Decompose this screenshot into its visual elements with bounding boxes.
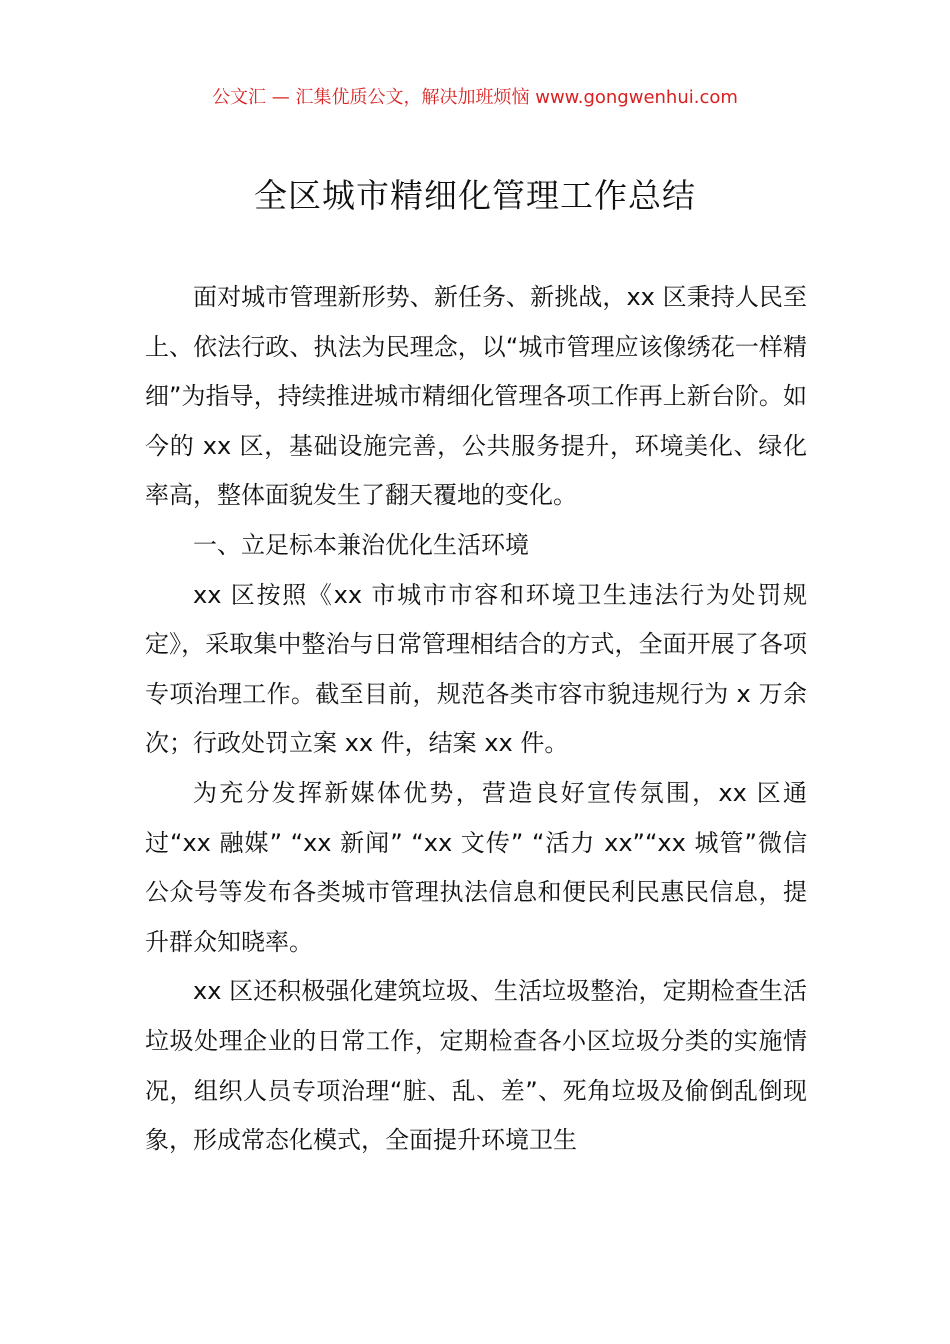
document-body: [145, 273, 807, 1166]
paragraph-intro: 面对城市管理新形势、新任务、新挑战，xx 区秉持人民至上、依法行政、执法为民理念，以“城市管理应该像绣花一样精细”为指导，持续推进城市精细化管理各项工作再上新台阶。如今的 xx 区，基础设施完善，公共服务提升，环境美化、绿化率高，整体面貌发生了翻天覆地的变化。: [145, 283, 807, 510]
site-header-banner: 公文汇 — 汇集优质公文，解决加班烦恼 www.gongwenhui.com: [212, 87, 738, 108]
paragraph-new-media: 为充分发挥新媒体优势，营造良好宣传氛围，xx 区通过“xx 融媒” “xx 新闻” “xx 文传” “活力 xx”“xx 城管”微信公众号等发布各类城市管理执法信息和便民利民惠民信息，提升群众知晓率。: [145, 778, 807, 956]
document-title: 全区城市精细化管理工作总结: [254, 176, 696, 215]
paragraph-waste: xx 区还积极强化建筑垃圾、生活垃圾整治，定期检查生活垃圾处理企业的日常工作，定期检查各小区垃圾分类的实施情况，组织人员专项治理“脏、乱、差”、死角垃圾及偷倒乱倒现象，形成常态化模式，全面提升环境卫生: [145, 977, 807, 1155]
section-heading-1: 一、立足标本兼治优化生活环境: [193, 530, 529, 559]
paragraph-regulation: xx 区按照《xx 市城市市容和环境卫生违法行为处罚规定》，采取集中整治与日常管理相结合的方式，全面开展了各项专项治理工作。截至目前，规范各类市容市貌违规行为 x 万余次；行政处罚立案 xx 件，结案 xx 件。: [145, 580, 807, 758]
